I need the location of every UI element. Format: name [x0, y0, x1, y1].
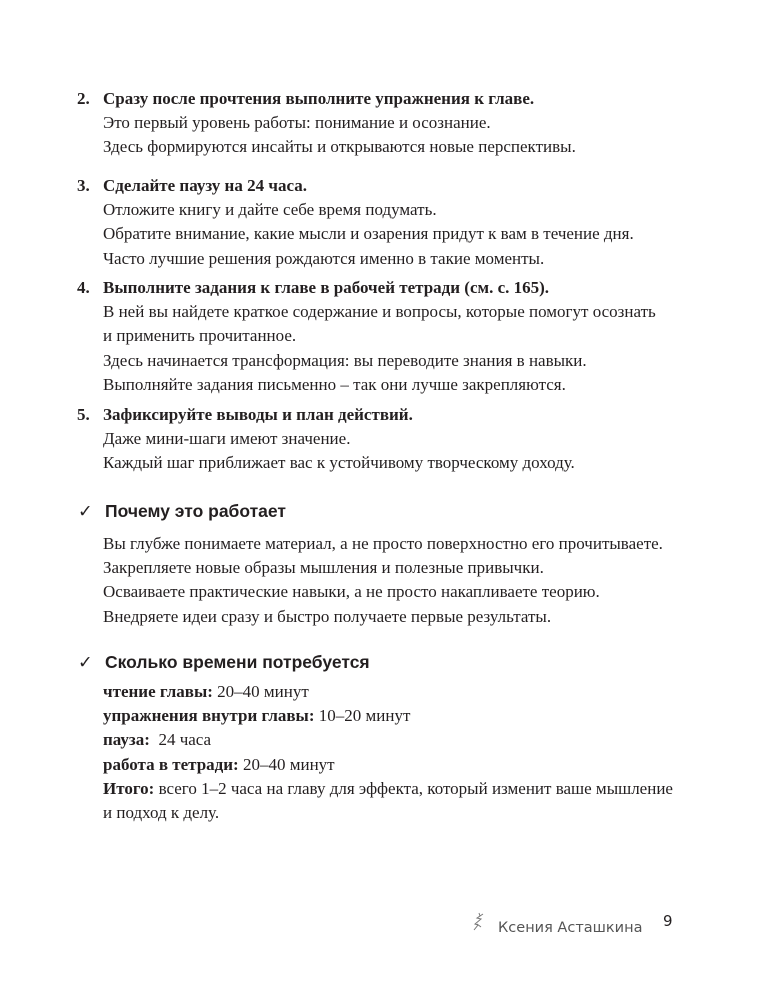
step-2: 2. Сразу после прочтения выполните упражнения к главе. Это первый уровень работы: понимание и осознание. Здесь формируются инсайты и открываются новые перспективы. — [77, 89, 576, 157]
time-item: пауза: 24 часа — [103, 730, 212, 750]
ballerina-logo-icon — [470, 912, 498, 936]
page-number: 9 — [663, 912, 673, 930]
step-5: 5. Зафиксируйте выводы и план действий. Даже мини-шаги имеют значение. Каждый шаг приближает вас к устойчивому творческому доходу. — [77, 405, 575, 473]
check-icon: ✓ — [78, 652, 93, 672]
step-3: 3. Сделайте паузу на 24 часа. Отложите книгу и дайте себе время подумать. Обратите внимание, какие мысли и озарения придут к вам в течение дня. Часто лучшие решения рождаются именно в такие моменты. — [77, 176, 634, 268]
step-4: 4. Выполните задания к главе в рабочей тетради (см. с. 165). В ней вы найдете краткое содержание и вопросы, которые помогут осознать и применить прочитанное. Здесь начинается трансформация: вы переводите знания в навыки. Выполняйте задания письменно – так они лучше закрепляются. — [77, 278, 656, 394]
time-heading: ✓ Сколько времени потребуется — [78, 652, 370, 672]
check-icon: ✓ — [78, 501, 93, 521]
time-item: упражнения внутри главы: 10–20 минут — [103, 706, 411, 726]
time-item: чтение главы: 20–40 минут — [103, 682, 309, 701]
time-item: работа в тетради: 20–40 минут — [103, 754, 335, 774]
time-list: чтение главы: 20–40 минут упражнения внутри главы: 10–20 минут пауза: 24 часа работа в тетради: 20–40 минут Итого: всего 1–2 часа на главу для эффекта, который изменит ваше мышление и подход к делу. — [103, 680, 703, 825]
footer-author: Ксения Асташкина — [470, 912, 642, 936]
why-heading: ✓ Почему это работает — [78, 501, 286, 521]
why-list: Вы глубже понимаете материал, а не просто поверхностно его прочитываете. Закрепляете новые образы мышления и полезные привычки. Осваиваете практические навыки, а не просто накапливаете теорию. Внедряете идеи сразу и быстро получаете первые результаты. — [103, 534, 663, 626]
time-item: Итого: всего 1–2 часа на главу для эффекта, который изменит ваше мышление — [103, 778, 673, 798]
